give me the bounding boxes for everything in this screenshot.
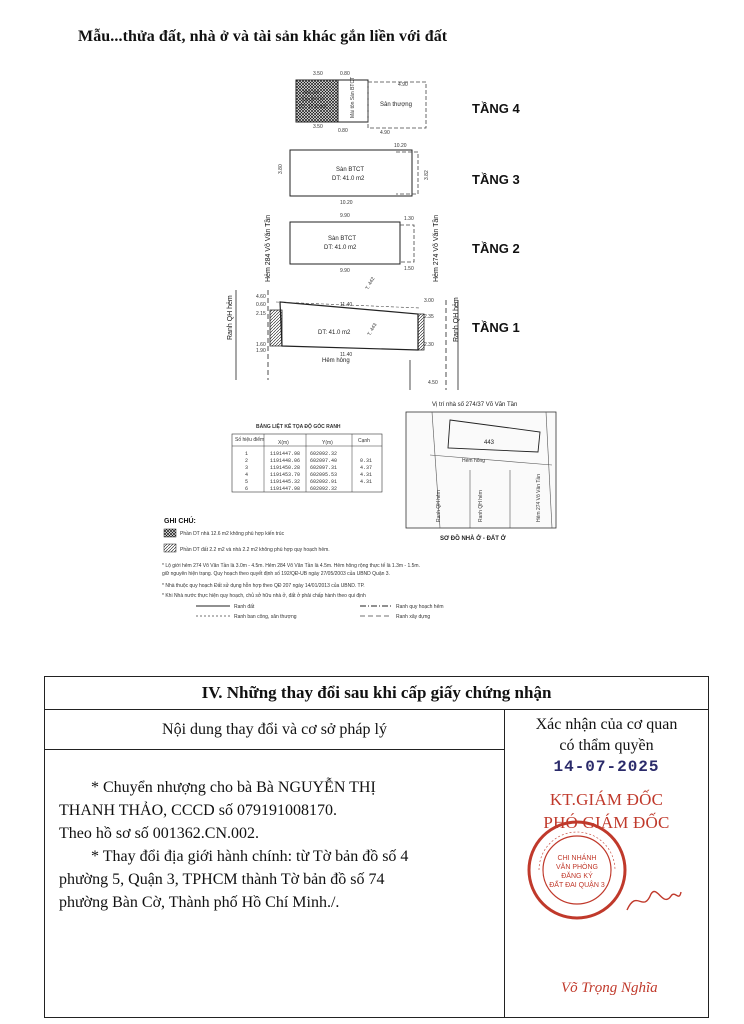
svg-text:VĂN PHÒNG: VĂN PHÒNG — [555, 864, 599, 871]
location-title: Vị trí nhà số 274/37 Võ Văn Tần — [432, 402, 518, 408]
svg-text:4.31: 4.31 — [360, 472, 373, 478]
svg-text:602092.32: 602092.32 — [310, 451, 338, 457]
floor-2-plan — [290, 213, 414, 274]
svg-text:1191453.70: 1191453.70 — [270, 472, 301, 478]
svg-text:2: 2 — [245, 458, 249, 464]
date-stamp: 14-07-2025 — [553, 758, 660, 776]
svg-text:10.20: 10.20 — [340, 200, 353, 206]
content-line-5: phường 5, Quận 3, TPHCM thành Tờ bản đồ số 74 — [59, 871, 385, 888]
svg-text:Ranh QH hẻm: Ranh QH hẻm — [478, 490, 484, 522]
svg-text:9.90: 9.90 — [340, 213, 350, 219]
svg-text:ĐẤT ĐAI QUẬN 3: ĐẤT ĐAI QUẬN 3 — [549, 882, 605, 889]
svg-text:0.80: 0.80 — [340, 71, 350, 77]
role-line-2: PHÓ GIÁM ĐỐC — [543, 813, 670, 832]
changes-content — [45, 750, 504, 914]
svg-text:1.60: 1.60 — [256, 342, 266, 348]
note-4: * Khi Nhà nước thực hiện quy hoạch, chủ sở hữu nhà ở, đất ở phải chấp hành theo qui định — [162, 593, 366, 599]
legend-1: Phần DT nhà 12.6 m2 không phù hợp kiến trúc — [180, 531, 285, 537]
role-line-1: KT.GIÁM ĐỐC — [549, 790, 664, 809]
coord-h0: Số hiệu điểm — [235, 437, 265, 443]
ranh-qh-right: Ranh QH hẻm — [453, 297, 460, 342]
changes-content-column — [45, 710, 505, 1017]
svg-text:T. 443: T. 443 — [366, 322, 379, 337]
svg-text:3.00: 3.00 — [424, 298, 434, 304]
floor-1-plan — [236, 276, 458, 390]
line-label-2: Ranh quy hoạch hẻm — [396, 604, 444, 610]
svg-text:Ranh QH hẻm: Ranh QH hẻm — [436, 490, 442, 522]
confirmation-column — [505, 710, 708, 1017]
svg-text:11.40: 11.40 — [340, 352, 353, 358]
content-line-2: THANH THẢO, CCCD số 079191008170. — [59, 802, 337, 819]
svg-text:602092.32: 602092.32 — [310, 486, 338, 492]
coord-h3: Cạnh — [358, 438, 370, 444]
svg-text:1.50: 1.50 — [404, 266, 414, 272]
svg-text:9.90: 9.90 — [340, 268, 350, 274]
svg-text:1191448.06: 1191448.06 — [270, 458, 301, 464]
floor-4-plan — [296, 71, 426, 136]
page-title: Mẫu...thửa đất, nhà ở và tài sản khác gắn liền với đất — [78, 28, 448, 45]
floor-label-3: TẦNG 3 — [472, 172, 520, 187]
svg-text:4.37: 4.37 — [360, 465, 373, 471]
svg-text:1191450.28: 1191450.28 — [270, 465, 301, 471]
svg-text:1.90: 1.90 — [256, 348, 266, 354]
notes-block — [162, 516, 444, 620]
svg-text:1191447.98: 1191447.98 — [270, 451, 301, 457]
svg-text:4.90: 4.90 — [398, 82, 408, 88]
svg-text:0.80: 0.80 — [338, 128, 348, 134]
hem-274-label: Hẻm 274 Võ Văn Tần — [433, 214, 440, 282]
svg-text:ĐĂNG KÝ: ĐĂNG KÝ — [561, 873, 593, 880]
svg-text:5: 5 — [245, 479, 249, 485]
coord-table-title: BẢNG LIỆT KÊ TỌA ĐỘ GÓC RANH — [256, 424, 341, 430]
svg-text:Hẻm 274 Võ Văn Tần: Hẻm 274 Võ Văn Tần — [536, 474, 542, 522]
floor-label-4: TẦNG 4 — [472, 101, 520, 116]
svg-text:602092.91: 602092.91 — [310, 479, 338, 485]
location-lot: 443 — [484, 440, 495, 446]
svg-text:0.60: 0.60 — [256, 302, 266, 308]
svg-text:1191447.98: 1191447.98 — [270, 486, 301, 492]
col2-header-line1: Xác nhận của cơ quan — [535, 716, 678, 733]
line-label-3: Ranh ban công, sân thượng — [234, 614, 297, 620]
svg-text:CHI NHÁNH: CHI NHÁNH — [557, 855, 597, 862]
svg-text:1: 1 — [245, 451, 249, 457]
svg-text:2.35: 2.35 — [424, 314, 434, 320]
svg-text:1191445.32: 1191445.32 — [270, 479, 301, 485]
svg-text:DT: 41.0 m2: DT: 41.0 m2 — [324, 245, 357, 251]
changes-section — [44, 676, 709, 1018]
svg-text:DT: 41.0 m2: DT: 41.0 m2 — [332, 176, 365, 182]
section-iv-title: IV. Những thay đổi sau khi cấp giấy chứng nhận — [45, 677, 708, 710]
content-line-4: * Thay đổi địa giới hành chính: từ Tờ bản đồ số 4 — [91, 848, 409, 865]
svg-text:2.30: 2.30 — [424, 342, 434, 348]
legend-2: Phần DT đất 2.2 m2 và nhà 2.2 m2 không phù hợp quy hoạch hẻm. — [180, 547, 330, 553]
col1-header: Nội dung thay đổi và cơ sở pháp lý — [45, 710, 504, 750]
content-line-1: * Chuyển nhượng cho bà Bà NGUYỄN THỊ — [91, 779, 376, 796]
note-2: giữ nguyên hiện trạng. Quy hoạch theo quyết định số 192/QĐ-UB ngày 27/05/2003 của UBND Quận 3. — [162, 571, 390, 577]
svg-text:602095.53: 602095.53 — [310, 472, 338, 478]
svg-text:6: 6 — [245, 486, 249, 492]
svg-text:1.30: 1.30 — [404, 216, 414, 222]
content-line-3: Theo hồ sơ số 001362.CN.002. — [59, 825, 260, 842]
svg-text:10.20: 10.20 — [394, 143, 407, 149]
line-label-4: Ranh xây dựng — [396, 614, 431, 620]
svg-text:3: 3 — [245, 465, 249, 471]
location-caption: SƠ ĐỒ NHÀ Ở - ĐẤT Ở — [440, 536, 506, 542]
location-hem-hong: Hẻm hông — [462, 458, 486, 464]
floor-label-1: TẦNG 1 — [472, 320, 520, 335]
hem-hong-label: Hẻm hông — [322, 358, 350, 364]
signer-name: Võ Trọng Nghĩa — [561, 980, 658, 996]
coord-h1: X(m) — [278, 440, 289, 446]
floor-3-plan — [278, 143, 430, 206]
location-sketch — [406, 402, 556, 542]
san-thuong-label: Sân thượng — [380, 102, 412, 108]
line-label-1: Ranh đất — [234, 604, 255, 610]
svg-text:4.31: 4.31 — [360, 479, 373, 485]
svg-text:11.40: 11.40 — [340, 302, 353, 308]
svg-text:4.60: 4.60 — [256, 294, 266, 300]
svg-text:Mái tôn Sàn BTCT: Mái tôn Sàn BTCT — [350, 76, 356, 118]
coord-h2: Y(m) — [322, 440, 333, 446]
ghi-chu-heading: GHI CHÚ: — [164, 518, 196, 525]
svg-text:4: 4 — [245, 472, 249, 478]
coord-row-1 — [245, 451, 337, 457]
svg-text:3.50: 3.50 — [313, 124, 323, 130]
coord-row-6 — [245, 486, 337, 492]
f1-area-label: DT: 41.0 m2 — [318, 330, 351, 336]
svg-text:602097.40: 602097.40 — [310, 458, 338, 464]
svg-text:T. 442: T. 442 — [364, 276, 377, 291]
col2-header — [505, 710, 708, 756]
svg-text:DT: 10.6 m2: DT: 10.6 m2 — [299, 104, 326, 110]
svg-text:3.50: 3.50 — [313, 71, 323, 77]
official-seal — [525, 818, 629, 922]
svg-text:3.82: 3.82 — [424, 170, 430, 180]
svg-text:4.50: 4.50 — [428, 380, 438, 386]
coord-table — [232, 422, 382, 492]
svg-text:4.90: 4.90 — [380, 130, 390, 136]
hem-284-label: Hẻm 284 Võ Văn Tần — [265, 214, 272, 282]
svg-text:3.80: 3.80 — [278, 164, 284, 174]
svg-text:602097.31: 602097.31 — [310, 465, 338, 471]
svg-text:2.15: 2.15 — [256, 311, 266, 317]
svg-text:Mái tôn: Mái tôn — [303, 90, 320, 96]
svg-text:Sàn BTCT: Sàn BTCT — [328, 236, 357, 242]
floor-label-2: TẦNG 2 — [472, 241, 520, 256]
ranh-qh-left: Ranh QH hẻm — [227, 295, 234, 340]
note-1: * Lộ giới hẻm 274 Võ Văn Tần là 3.0m - 4.5m. Hẻm 284 Võ Văn Tần là 4.5m. Hẻm hông rộng thực tế là 1.3m - 1.5m. — [162, 563, 420, 569]
handwritten-signature — [623, 880, 683, 920]
note-3: * Nhà thuộc quy hoạch Đất sử dụng hỗn hợp theo QĐ 207 ngày 14/01/2013 của UBND. TP. — [162, 583, 365, 589]
svg-text:0.31: 0.31 — [360, 458, 373, 464]
svg-text:Sàn BTCT: Sàn BTCT — [336, 167, 365, 173]
content-line-6: phường Bàn Cờ, Thành phố Hồ Chí Minh./. — [59, 894, 340, 911]
svg-text:Sàn BTCT: Sàn BTCT — [301, 97, 325, 103]
col2-header-line2: có thẩm quyền — [559, 737, 654, 754]
